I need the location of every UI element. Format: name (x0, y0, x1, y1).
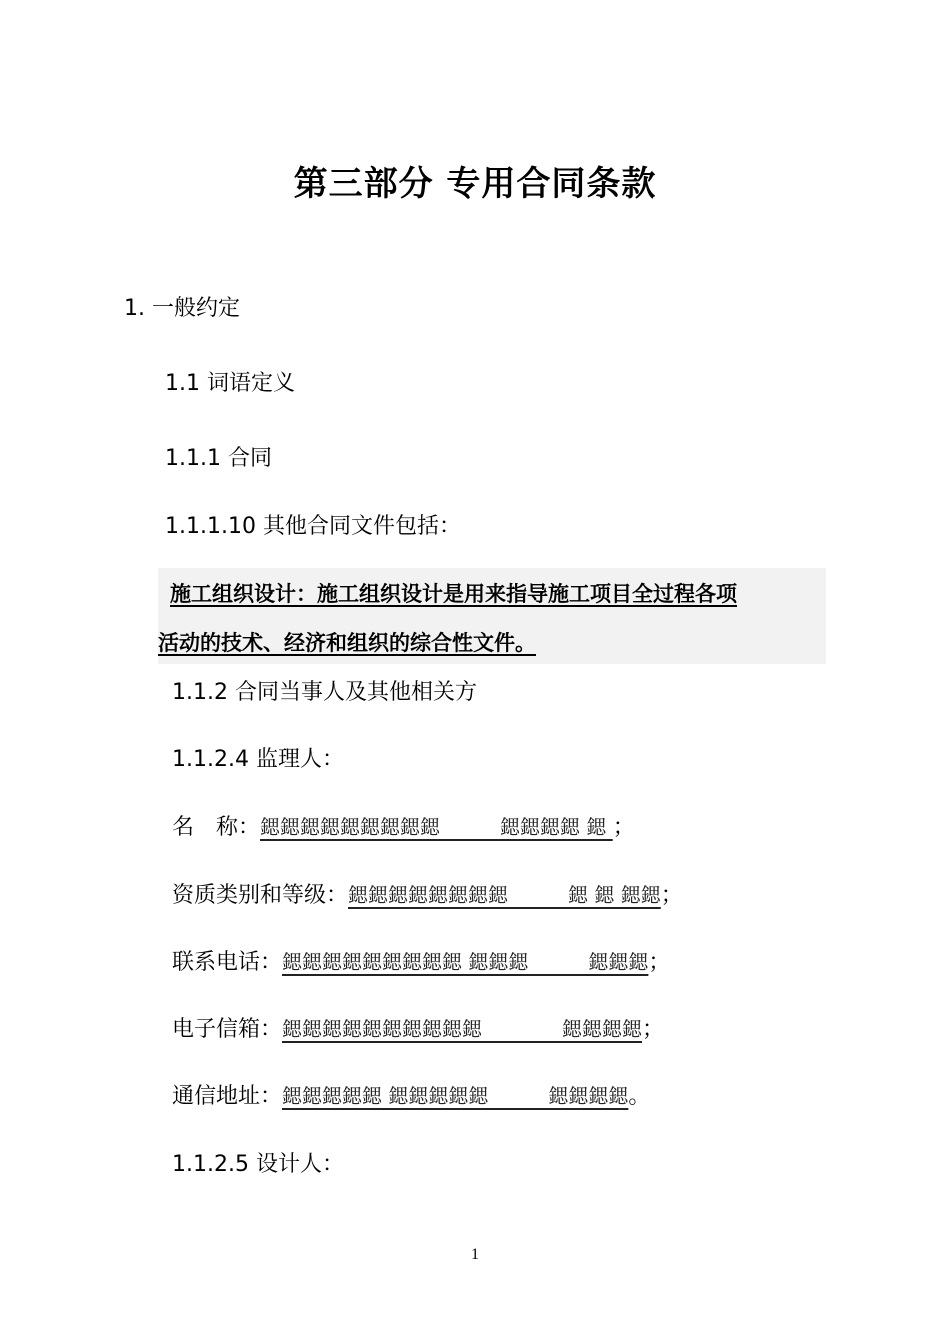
field-address-value: 鍶鍶鍶鍶鍶 鍶鍶鍶鍶鍶 鍶鍶鍶鍶 (282, 1084, 629, 1108)
field-name-end: ； (612, 815, 635, 840)
field-qualification (172, 880, 683, 911)
highlighted-clause-line-1: 施工组织设计：施工组织设计是用来指导施工项目全过程各项 (170, 582, 737, 606)
clause-1-1-2-4: 1.1.2.4 监理人： (172, 747, 344, 772)
field-email-end: ； (642, 1017, 665, 1042)
field-name-value: 鍶鍶鍶鍶鍶鍶鍶鍶鍶 鍶鍶鍶鍶 鍶 (260, 815, 613, 839)
field-qualification-value: 鍶鍶鍶鍶鍶鍶鍶鍶 鍶 鍶 鍶鍶 (348, 883, 661, 907)
field-qualification-label: 资质类别和等级： (172, 883, 349, 908)
field-email (172, 1014, 664, 1045)
field-address-label: 通信地址： (172, 1084, 283, 1109)
field-email-value: 鍶鍶鍶鍶鍶鍶鍶鍶鍶鍶 鍶鍶鍶鍶 (282, 1017, 643, 1041)
page-number: 1 (471, 1246, 479, 1263)
field-phone (172, 947, 670, 978)
field-phone-value: 鍶鍶鍶鍶鍶鍶鍶鍶鍶 鍶鍶鍶 鍶鍶鍶 (282, 950, 649, 974)
field-address-end: 。 (628, 1084, 651, 1109)
field-name (172, 812, 635, 843)
field-address (172, 1081, 650, 1112)
clause-1-1-1-10: 1.1.1.10 其他合同文件包括： (165, 514, 461, 539)
section-heading-1-1-1: 1.1.1 合同 (165, 446, 272, 471)
section-heading-1: 1. 一般约定 (124, 296, 240, 321)
field-phone-end: ； (648, 950, 671, 975)
field-qualification-end: ； (660, 883, 683, 908)
field-phone-label: 联系电话： (172, 950, 283, 975)
highlighted-clause-line-2: 活动的技术、经济和组织的综合性文件。 (158, 631, 536, 655)
field-name-label: 名 称： (172, 815, 261, 840)
section-heading-1-1: 1.1 词语定义 (165, 371, 295, 396)
section-heading-1-1-2: 1.1.2 合同当事人及其他相关方 (172, 680, 477, 705)
clause-1-1-2-5: 1.1.2.5 设计人： (172, 1152, 344, 1177)
page-title: 第三部分 专用合同条款 (293, 164, 657, 204)
field-email-label: 电子信箱： (172, 1017, 283, 1042)
